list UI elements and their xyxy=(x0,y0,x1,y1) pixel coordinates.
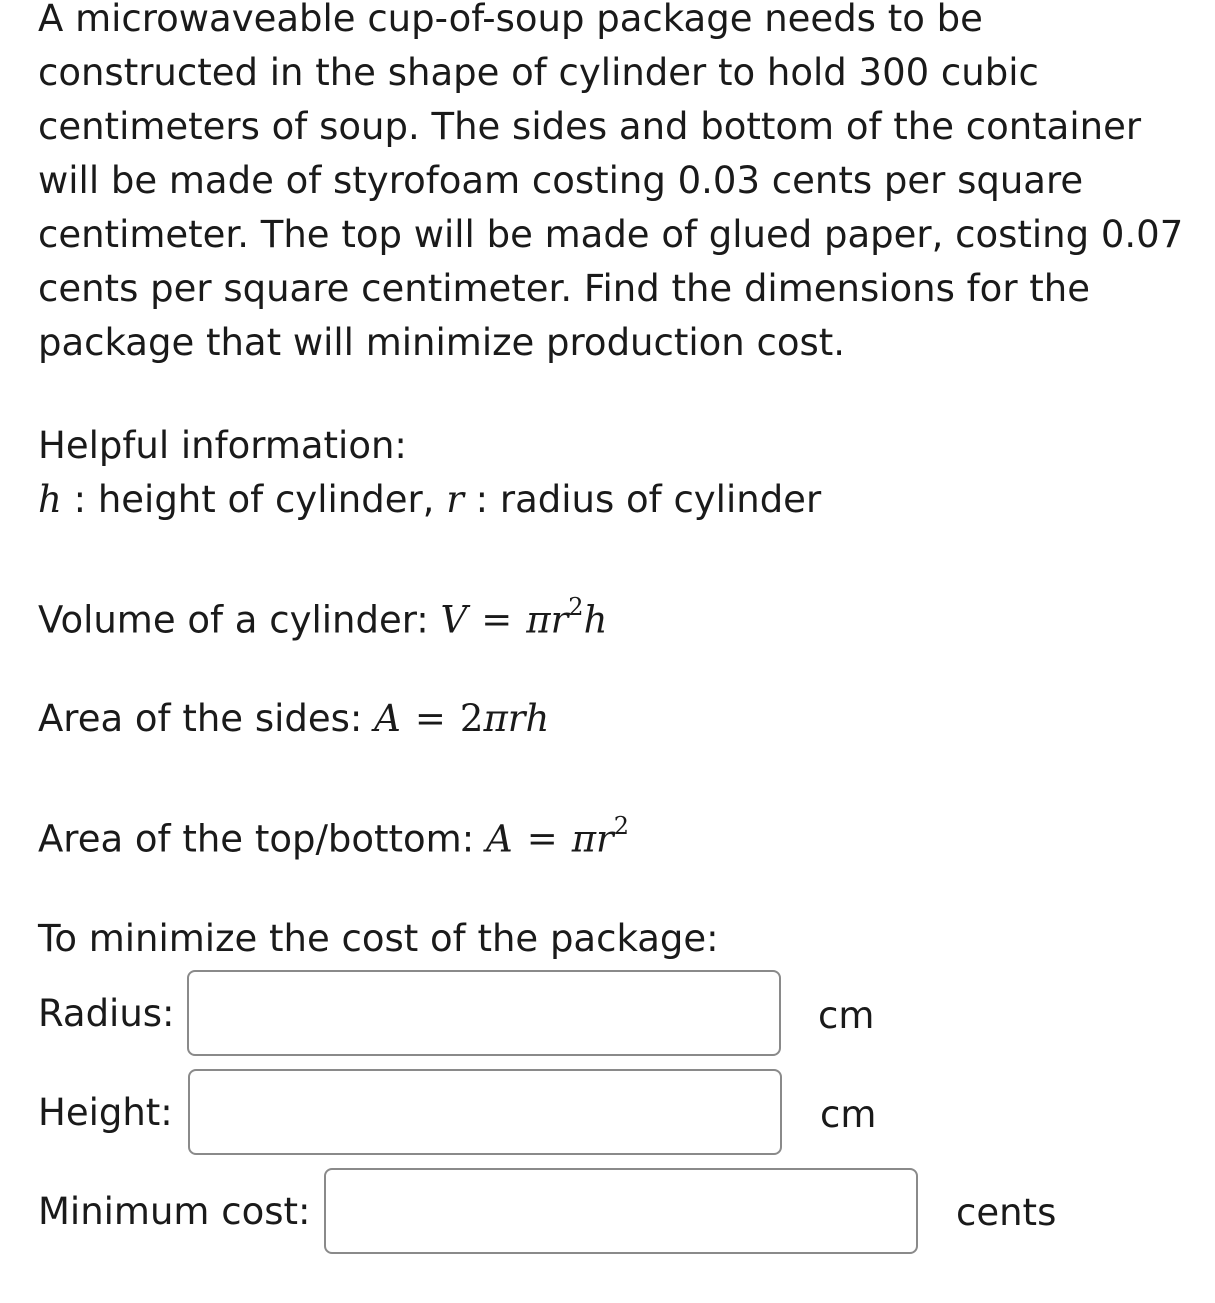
height-label: Height: xyxy=(38,1091,173,1134)
height-unit: cm xyxy=(820,1093,877,1136)
topbottom-area-formula xyxy=(38,808,629,861)
volume-label: Volume of a cylinder: xyxy=(38,598,441,642)
h-description: : height of cylinder, xyxy=(61,478,447,521)
r-description: : radius of cylinder xyxy=(463,478,822,521)
h-variable: h xyxy=(38,478,62,521)
r-symbol: r xyxy=(550,598,569,642)
answer-prompt: To minimize the cost of the package: xyxy=(38,917,719,960)
exponent: 2 xyxy=(613,812,630,840)
volume-formula xyxy=(38,589,607,642)
pi-symbol: π xyxy=(571,817,597,861)
sides-lhs: A xyxy=(374,697,401,740)
equals-sign: = xyxy=(414,697,446,740)
min-cost-label: Minimum cost: xyxy=(38,1190,311,1233)
radius-unit: cm xyxy=(818,994,875,1037)
min-cost-input[interactable] xyxy=(324,1168,918,1254)
topbottom-label: Area of the top/bottom: xyxy=(38,817,486,861)
radius-input[interactable] xyxy=(187,970,781,1056)
height-input[interactable] xyxy=(188,1069,782,1155)
helpful-heading: Helpful information: xyxy=(38,424,407,467)
sides-label: Area of the sides: xyxy=(38,697,375,740)
h-symbol: h xyxy=(583,598,608,642)
rh-symbols: rh xyxy=(507,697,550,740)
sides-area-formula xyxy=(38,697,549,741)
equals-sign: = xyxy=(526,817,558,861)
radius-label: Radius: xyxy=(38,992,175,1035)
r-symbol: r xyxy=(596,817,614,861)
coefficient: 2 xyxy=(459,697,484,740)
r-variable: r xyxy=(446,478,464,521)
problem-statement: A microwaveable cup-of-soup package needs to be constructed in the shape of cylinder to hold 300 cubic centimeters of soup. The sides and bottom of the container will be made of styrofoam costing 0.03 cents per square centimeter. The top will be made of glued paper, costing 0.07 cents per square centimeter. Find the dimensions for the package that will minimize production cost. xyxy=(38,0,1184,364)
exponent: 2 xyxy=(568,593,584,621)
equals-sign: = xyxy=(481,598,513,642)
cost-unit: cents xyxy=(956,1191,1057,1234)
pi-symbol: π xyxy=(483,697,508,740)
volume-lhs: V xyxy=(440,598,468,642)
variable-definitions xyxy=(38,478,821,522)
pi-symbol: π xyxy=(526,598,551,642)
topbottom-lhs: A xyxy=(485,817,513,861)
